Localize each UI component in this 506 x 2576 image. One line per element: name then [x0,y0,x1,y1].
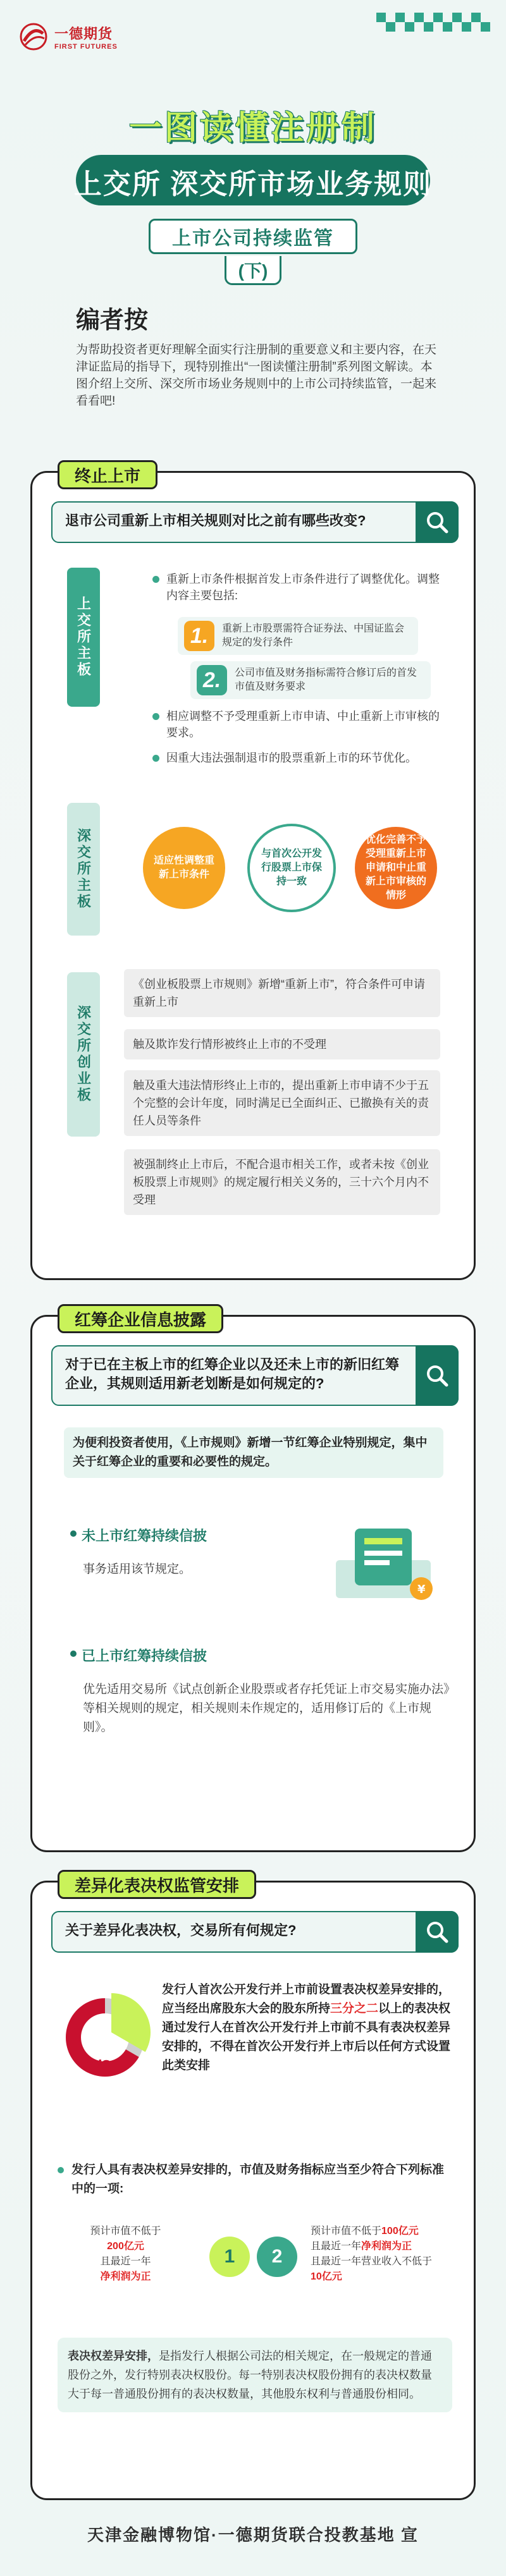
label-chinext: 深交所创业板 [67,972,100,1137]
logo-text-en: FIRST FUTURES [54,42,118,51]
section-tab: 终止上市 [58,460,157,489]
rule-one: 发行人首次公开发行并上市前设置表决权差异安排的，应当经出席股东大会的股东所持三分之二以上的表决权通过发行人在首次公开发行并上市前不具有表决权差异安排的，不得在首次公开发行并上市后以任何方式设置此类安排 [162,1983,451,2072]
circle-optimize: 优化完善不予受理重新上市申请和中止重新上市审核的情形 [355,827,437,909]
topic-pill: 上市公司持续监管 [149,219,357,254]
section-delisting [30,466,476,1280]
section-voting-rights [30,1876,476,2500]
svg-text:¥: ¥ [417,1583,426,1596]
number-badge-one: 1 [209,2237,250,2277]
logo [19,22,118,51]
label-sse-main: 上交所主板 [67,568,100,707]
intro-text: 为便利投资者使用，《上市规则》新增一节红筹企业特别规定，集中关于红筹企业的重要和必要性的规定。 [64,1427,443,1478]
editor-note-text: 为帮助投资者更好理解全面实行注册制的重要意义和主要内容，在天津证监局的指导下，现特别推出“一图读懂注册制”系列图文解读。本图介绍上交所、深交所市场业务规则中的上市公司持续监管，一起来看看吧! [76,343,437,408]
section-tab: 红筹企业信息披露 [58,1304,223,1333]
label-szse-main: 深交所主板 [67,803,100,936]
section-red-chip [30,1310,476,1852]
search-button[interactable] [416,1911,459,1953]
section-tab: 差异化表决权监管安排 [58,1870,256,1899]
footer-credit: 天津金融博物馆·一德期货联合投教基地 宣 [87,2525,419,2544]
subhead-text: 优先适用交易所《试点创新企业股票或者存托凭证上市交易实施办法》等相关规则的规定，相关规则未作规定的，适用修订后的《上市规则》。 [83,1683,456,1734]
pie-label: 2/3 [87,2056,111,2076]
illustration-icon [330,1516,437,1617]
circle-adjust: 适应性调整重新上市条件 [143,827,225,909]
number-badge-two: 2 [257,2237,297,2277]
standard-one: 预计市值不低于 200亿元 且最近一年 净利润为正 [90,2226,161,2282]
question-text: 关于差异化表决权，交易所有何规定? [65,1922,297,1938]
subhead-text: 事务适用该节规定。 [83,1563,192,1576]
number-card: 1. 重新上市股票需符合证券法、中国证监会规定的发行条件 [178,617,418,655]
question-text: 退市公司重新上市相关规则对比之前有哪些改变? [65,513,366,528]
circle-consistent: 与首次公开发行股票上市保持一致 [247,824,336,912]
rule-two: 发行人具有表决权差异安排的，市值及财务指标应当至少符合下列标准中的一项: [58,2161,450,2199]
number-badge: 1. [184,621,214,651]
rule-card: 《创业板股票上市规则》新增“重新上市”，符合条件可申请重新上市 [124,969,440,1017]
bullet-text: 因重大违法强制退市的股票重新上市的环节优化。 [152,750,450,766]
pie-icon [58,1990,152,2085]
rule-card: 触及重大违法情形终止上市的，提出重新上市申请不少于五个完整的会计年度，同时满足已全面纠正、已撤换有关的责任人员等条件 [124,1070,440,1136]
logo-text: 一德期货 [54,25,113,42]
bullet-text: 相应调整不予受理重新上市申请、中止重新上市审核的要求。 [152,708,450,741]
bullet-text: 重新上市条件根据首发上市条件进行了调整优化。调整内容主要包括: [152,571,450,604]
editor-note-title: 编者按 [76,307,149,334]
question-box [51,1911,459,1953]
search-icon [425,510,449,534]
search-button[interactable] [416,501,459,543]
subhead-listed: 已上市红筹持续信披 [70,1645,207,1665]
search-button[interactable] [416,1345,459,1406]
definition-box: 表决权差异安排，是指发行人根据公司法的相关规定，在一般规定的普通股份之外，发行特别表决权股份。每一特别表决权股份拥有的表决权数量大于每一普通股份拥有的表决权数量，其他股东权利与普通股份相同。 [58,2338,452,2412]
top-bar [0,0,506,76]
number-card: 2. 公司市值及财务指标需符合修订后的首发市值及财务要求 [190,661,431,699]
question-box [51,501,459,543]
question-text: 对于已在主板上市的红筹企业以及还未上市的新旧红筹企业，其规则适用新老划断是如何规定的? [65,1357,400,1391]
search-icon [425,1364,449,1388]
search-icon [425,1920,449,1944]
editor-note [76,300,443,410]
page-title: 一图读懂注册制 [128,110,377,147]
logo-mark-icon [19,22,48,51]
standard-two: 预计市值不低于100亿元 且最近一年净利润为正 且最近一年营业收入不低于 10亿元 [311,2226,433,2282]
question-box [51,1345,459,1406]
checker-pattern-icon [376,13,493,32]
topic-part: (下) [225,256,281,285]
rule-card: 触及欺诈发行情形被终止上市的不受理 [124,1029,440,1059]
number-badge: 2. [197,665,227,695]
page-subtitle: 上交所 深交所市场业务规则 [73,169,433,200]
subhead-unlisted: 未上市红筹持续信披 [70,1525,207,1545]
rule-card: 被强制终止上市后，不配合退市相关工作，或者未按《创业板股票上市规则》的规定履行相关义务的，三十六个月内不受理 [124,1149,440,1215]
